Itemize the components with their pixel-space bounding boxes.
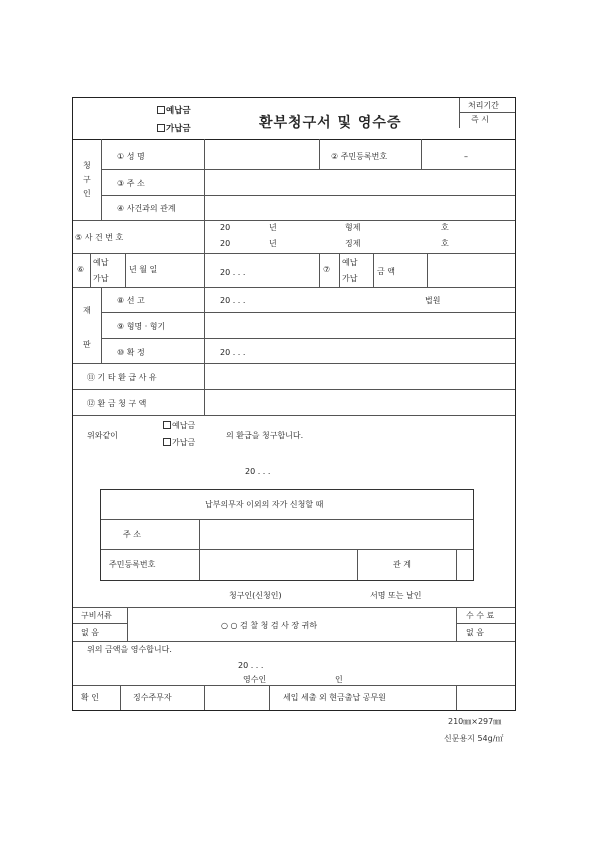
row7-number: ⑦	[323, 265, 331, 274]
statement-date: 20 . . .	[245, 467, 271, 476]
fee-value: 없 음	[466, 628, 484, 637]
address-label: ③ 주 소	[117, 179, 145, 188]
refund-amount-label: ⑫ 환 금 청 구 액	[87, 399, 147, 408]
claimant-signature-label: 청구인(신청인)	[229, 591, 282, 600]
receipt-text: 위의 금액을 영수합니다.	[87, 645, 172, 654]
crime-term-label: ⑨ 형명 · 형기	[117, 322, 166, 331]
documents-value: 없 음	[81, 628, 99, 637]
signature-seal-label: 서명 또는 날인	[370, 591, 422, 600]
claimant-group-1: 청	[83, 161, 91, 170]
case-row1-type: 형제	[345, 223, 361, 232]
paper-type: 신문용지 54g/㎡	[444, 734, 504, 743]
trial-group-2: 판	[83, 340, 91, 349]
receipt-date: 20 . . .	[238, 661, 264, 670]
addressee: ○ ○ 검 찰 청 검 사 장 귀하	[221, 621, 318, 630]
provisional-checkbox[interactable]	[157, 124, 191, 134]
statement-prepayment-label: 예납금	[172, 421, 196, 430]
case-row1-year-prefix: 20	[220, 223, 231, 232]
other-reason-label: ⑪ 기 타 환 급 사 유	[87, 373, 157, 382]
claimant-group-3: 인	[83, 189, 91, 198]
form-title: 환부청구서 및 영수증	[259, 115, 402, 131]
case-row1-no: 호	[441, 223, 449, 232]
payment-date-value: 20 . . .	[220, 268, 246, 277]
inner-relation-label: 관 계	[393, 560, 411, 569]
processing-period-value: 즉 시	[471, 115, 489, 124]
case-number-label: ⑤ 사 건 번 호	[75, 233, 124, 242]
provisional-label: 가납금	[166, 124, 191, 134]
confirm-label: 확 인	[81, 693, 99, 702]
name-label: ① 성 명	[117, 152, 145, 161]
row7-prepayment: 예납	[342, 258, 358, 267]
case-row2-year-prefix: 20	[220, 239, 231, 248]
receiver-label: 영수인	[243, 675, 267, 684]
receiver-seal: 인	[335, 675, 343, 684]
inner-address-label: 주 소	[123, 530, 141, 539]
resident-id-dash: –	[464, 152, 468, 161]
checkbox-icon	[157, 124, 165, 132]
sentence-date: 20 . . .	[220, 296, 246, 305]
documents-label: 구비서류	[81, 611, 112, 620]
inner-resident-id-label: 주민등록번호	[109, 560, 156, 569]
amount-label: 금 액	[377, 267, 395, 276]
checkbox-icon	[163, 438, 171, 446]
row6-number: ⑥	[77, 265, 85, 274]
row6-provisional: 가납	[93, 274, 109, 283]
statement-prepayment-option[interactable]	[163, 421, 195, 431]
checkbox-icon	[157, 106, 165, 114]
processing-period-label: 처리기간	[468, 101, 499, 110]
finalized-date: 20 . . .	[220, 348, 246, 357]
statement-provisional-label: 가납금	[172, 438, 196, 447]
fee-label: 수 수 료	[466, 611, 495, 620]
paper-size: 210㎜×297㎜	[448, 717, 502, 726]
relation-label: ④ 사건과의 관계	[117, 204, 176, 213]
non-payer-heading: 납부의무자 이외의 자가 신청할 때	[205, 500, 324, 509]
court-label: 법원	[425, 296, 441, 305]
case-row1-year: 년	[269, 223, 277, 232]
sentence-label: ⑧ 선 고	[117, 296, 145, 305]
prepayment-label: 예납금	[166, 106, 191, 116]
non-payer-applicant-box	[100, 489, 474, 581]
prepayment-checkbox[interactable]	[157, 106, 191, 116]
statement-suffix: 의 환급을 청구합니다.	[226, 431, 304, 440]
case-row2-year: 년	[269, 239, 277, 248]
case-row2-no: 호	[441, 239, 449, 248]
statement-provisional-option[interactable]	[163, 438, 195, 448]
row7-provisional: 가납	[342, 274, 358, 283]
statement-prefix: 위와같이	[87, 431, 118, 440]
case-row2-type: 징제	[345, 239, 361, 248]
refund-claim-form	[72, 97, 516, 711]
trial-group-1: 재	[83, 306, 91, 315]
claimant-group-2: 구	[83, 175, 91, 184]
checkbox-icon	[163, 421, 171, 429]
finalized-label: ⑩ 확 정	[117, 348, 145, 357]
collector-label: 징수주무자	[133, 693, 172, 702]
resident-id-label: ② 주민등록번호	[331, 152, 388, 161]
payment-date-label: 년 월 일	[129, 265, 158, 274]
cash-officer-label: 세입 세출 외 현금출납 공무원	[283, 693, 386, 702]
row6-prepayment: 예납	[93, 258, 109, 267]
